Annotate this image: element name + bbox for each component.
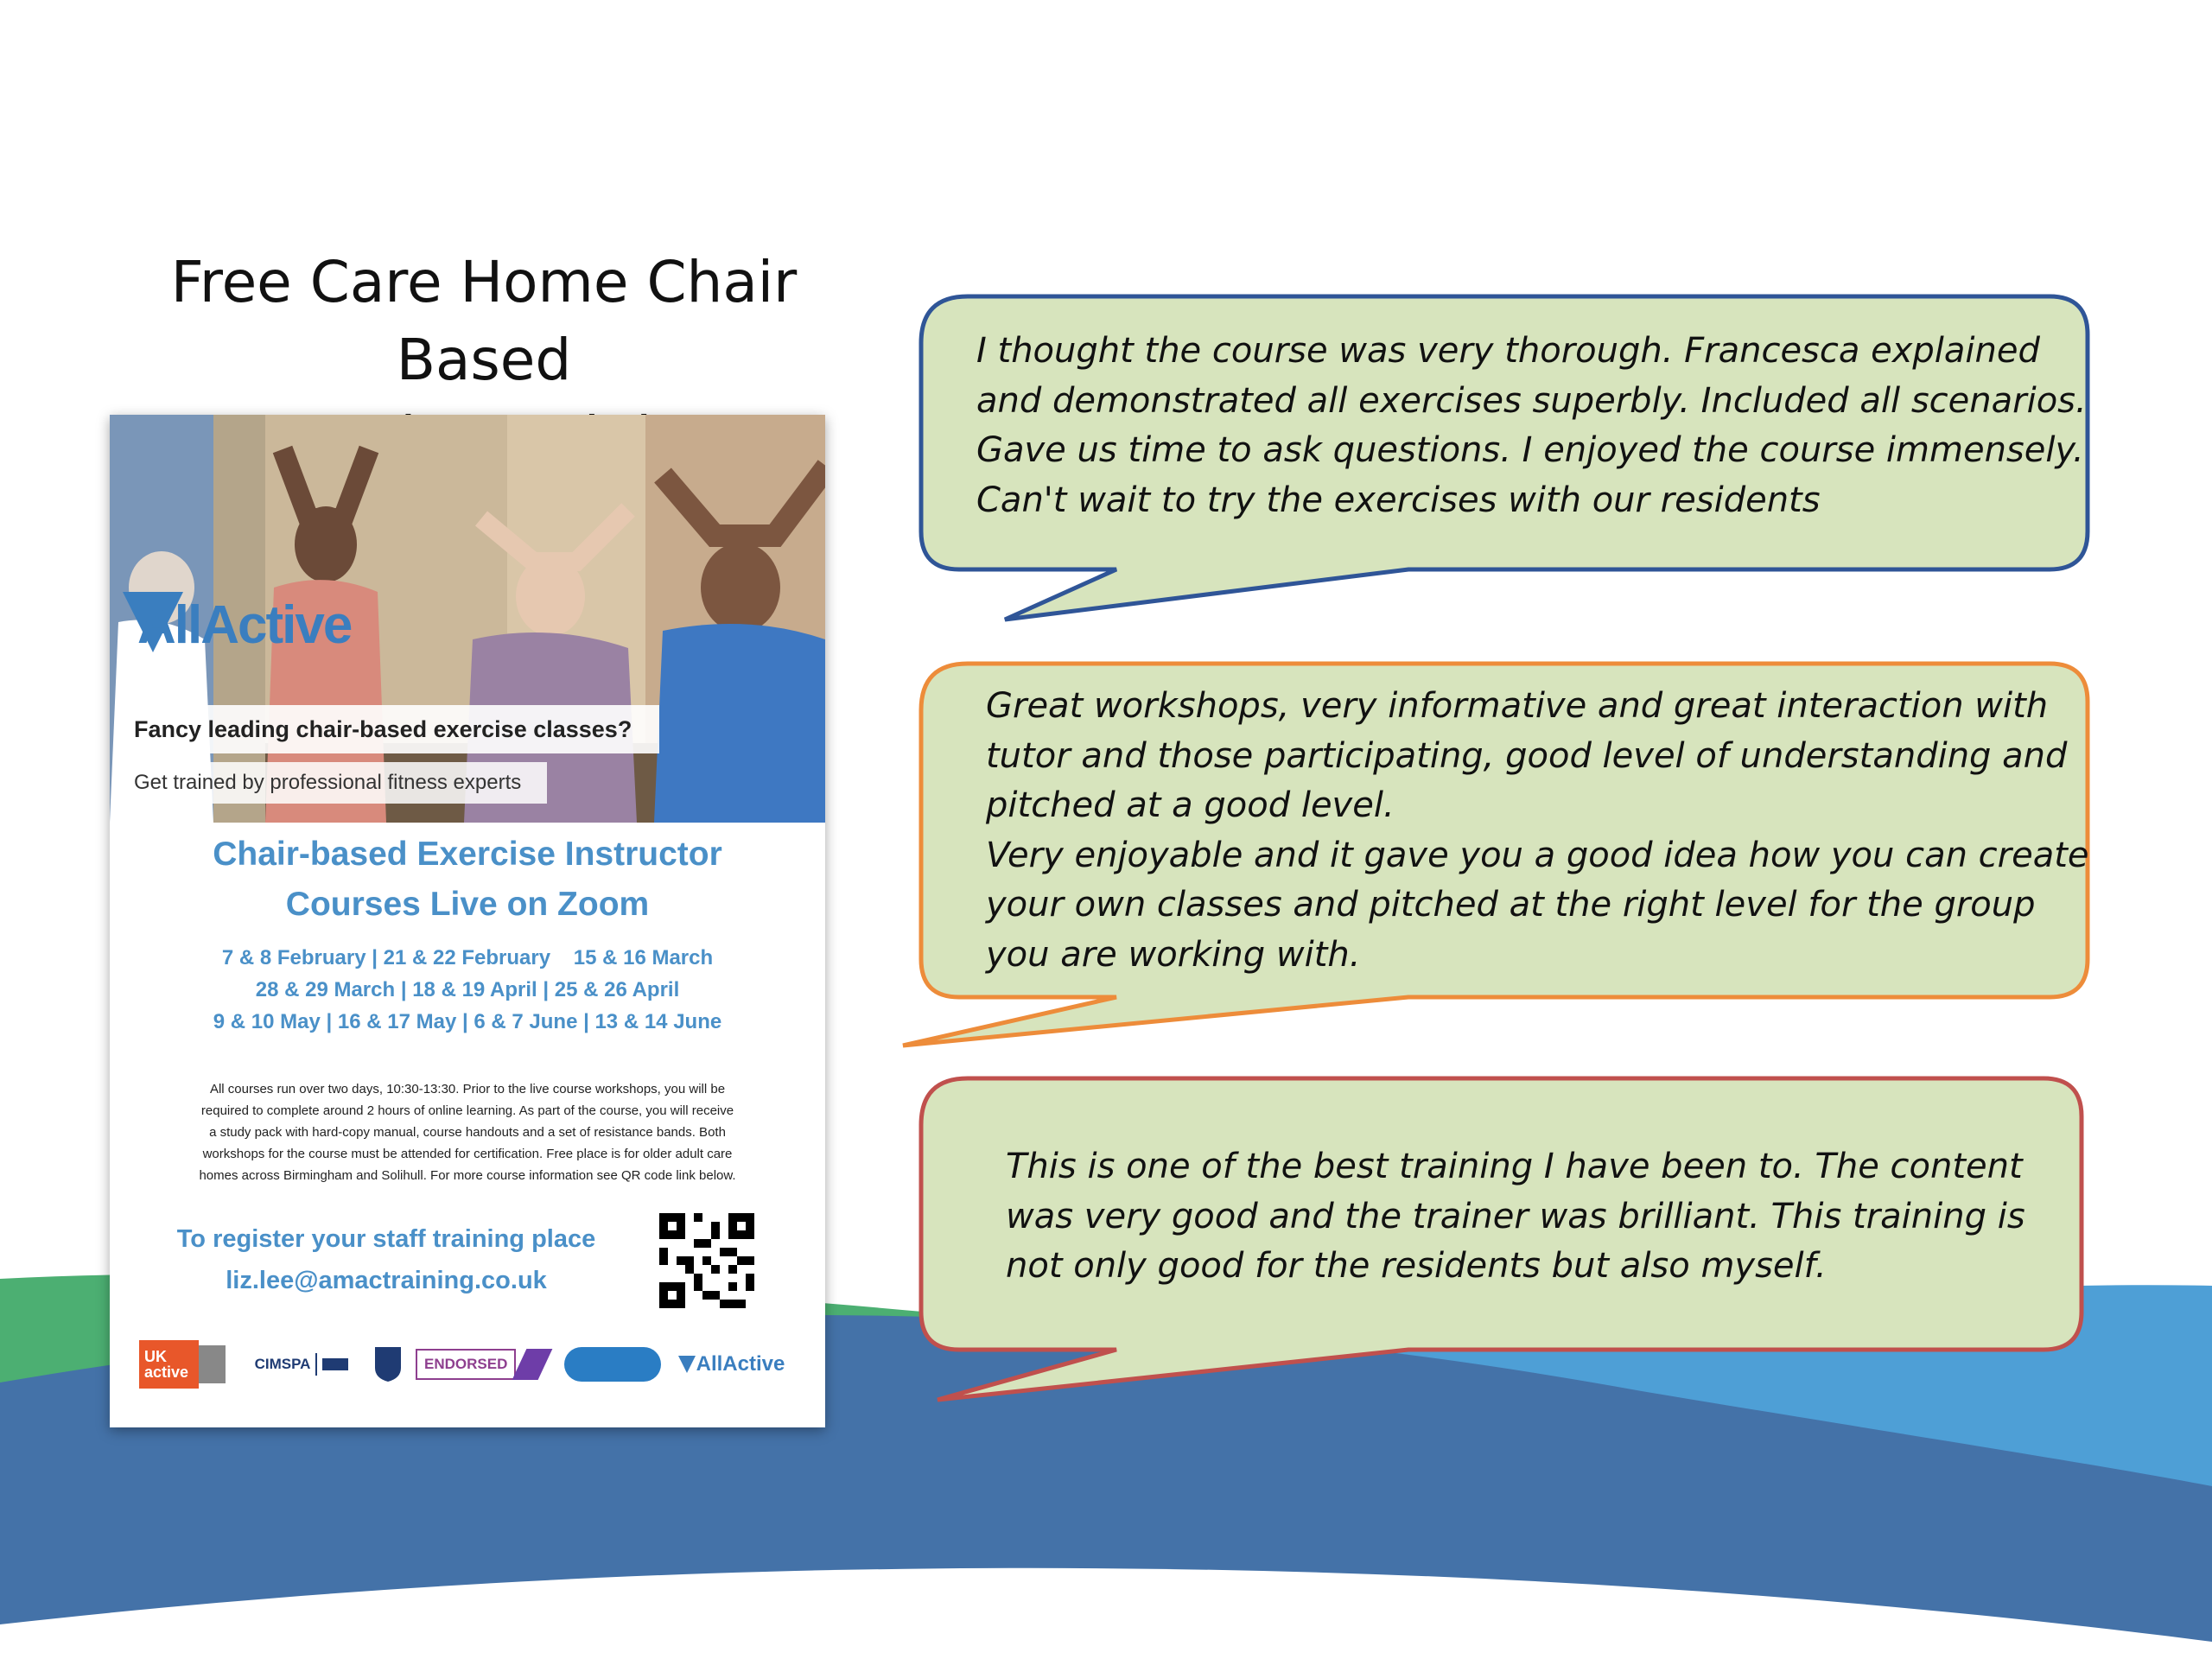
testimonial-2-text [986, 682, 2089, 980]
testimonial-line: Great workshops, very informative and great interaction with [986, 686, 2049, 726]
course-dates-line: 9 & 10 May | 16 & 17 May | 6 & 7 June | 13 & 14 June [213, 1010, 722, 1033]
allactive-logo-text: AllActive [137, 595, 352, 655]
testimonial-3-text [1006, 1142, 2025, 1292]
testimonial-line: your own classes and pitched at the right level for the group [986, 885, 2036, 925]
testimonial-line: Gave us time to ask questions. I enjoyed the course immensely. [976, 430, 2084, 470]
testimonial-line: This is one of the best training I have been to. The content [1006, 1147, 2023, 1186]
course-title-line2: Courses Live on Zoom [285, 886, 650, 923]
allactive-small-logo-text: AllActive [696, 1352, 785, 1376]
course-dates-line: 28 & 29 March | 18 & 19 April | 25 & 26 April [255, 978, 680, 1001]
fine-print-line: All courses run over two days, 10:30-13:30. Prior to the live course workshops, you will be [209, 1082, 726, 1096]
fine-print-line: a study pack with hard-copy manual, course handouts and a set of resistance bands. Both [209, 1125, 726, 1140]
fine-print-line: required to complete around 2 hours of online learning. As part of the course, you will receive [200, 1103, 734, 1118]
poster-headline: Fancy leading chair-based exercise classes? [124, 705, 659, 753]
cimspa-logo-text: CIMSPA [254, 1356, 311, 1372]
testimonial-1-text [976, 327, 2087, 525]
fine-print-line: workshops for the course must be attended for certification. Free place is for older adult care [202, 1147, 733, 1161]
poster-subheadline: Get trained by professional fitness experts [124, 762, 547, 804]
testimonial-line: Can't wait to try the exercises with our residents [976, 480, 1821, 520]
fine-print-line: homes across Birmingham and Solihull. For more course information see QR code link below. [199, 1168, 736, 1183]
course-title-line1: Chair-based Exercise Instructor [213, 836, 722, 873]
course-dates-line: 7 & 8 February | 21 & 22 February 15 & 16 March [221, 946, 714, 969]
testimonial-line: you are working with. [986, 934, 1361, 975]
register-text: To register your staff training place [176, 1225, 596, 1253]
testimonial-line: Very enjoyable and it gave you a good idea how you can create [986, 835, 2089, 875]
testimonial-line: tutor and those participating, good level of understanding and [986, 735, 2068, 776]
ukactive-logo-text: UK active [139, 1340, 199, 1389]
testimonial-line: pitched at a good level. [986, 785, 1395, 825]
register-email-link[interactable]: liz.lee@amactraining.co.uk [226, 1267, 547, 1294]
testimonial-line: and demonstrated all exercises superbly. Included all scenarios. [976, 380, 2087, 421]
endorsed-logo-text: ENDORSED [416, 1349, 516, 1380]
slide-title-line1: Free Care Home Chair Based [170, 249, 798, 393]
testimonial-line: I thought the course was very thorough. Francesca explained [976, 331, 2040, 371]
testimonial-line: was very good and the trainer was brilliant. This training is [1006, 1196, 2025, 1236]
testimonial-line: not only good for the residents but also myself. [1006, 1246, 1827, 1286]
